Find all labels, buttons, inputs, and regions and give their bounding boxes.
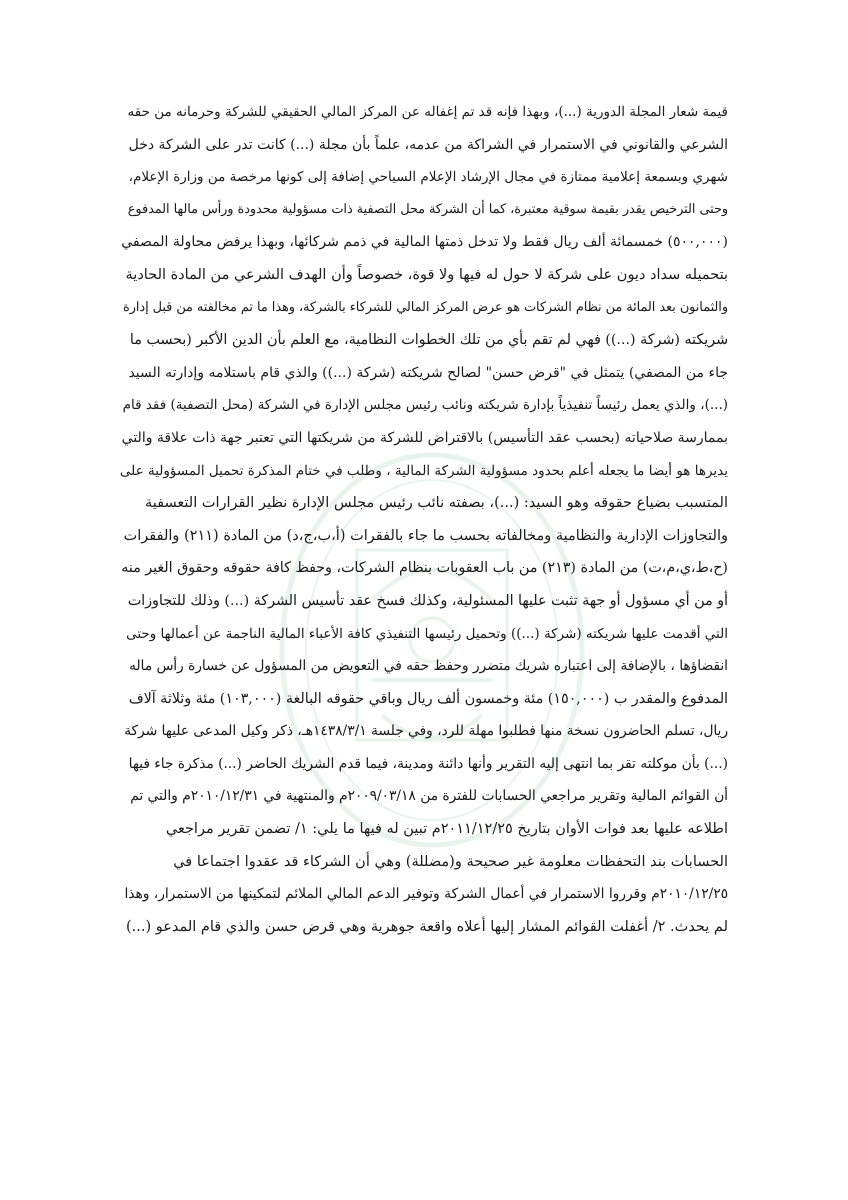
text-line: شهري وبسمعة إعلامية ممتازة في مجال الإرشاد الإعلام السياحي إضافة إلى كونها مرخصة من وزارة الإعلام،: [128, 169, 728, 186]
text-line: شريكته (شركة (...)) فهي لم تقم بأي من تلك الخطوات النظامية، مع العلم بأن الدين الأكبر (بحسب ما: [129, 332, 728, 349]
text-line: والثمانون بعد المائة من نظام الشركات هو عرض المركز المالي للشركاء بالشركة، وهذا ما تم مخالفته من قبل إدارة: [123, 299, 728, 315]
text-line: أو من أي مسؤول أو جهة تثبت عليها المسئولية، وكذلك فسخ عقد تأسيس الشركة (...) وذلك للتجاوزات: [127, 592, 728, 609]
text-line: (ح،ط،ي،م،ت) من المادة (٢١٣) من باب العقوبات بنظام الشركات، وحفظ كافة حقوقه وحقوق الغير منه: [121, 560, 728, 577]
document-body: [120, 96, 728, 943]
text-line: بتحميله سداد ديون على شركة لا حول له فيها ولا قوة، خصوصاً وأن الهدف الشرعي من المادة الحادية: [125, 266, 728, 283]
text-line: والتجاوزات الإدارية والنظامية ومخالفاته بحسب ما جاء بالفقرات (أ،ب،ج،د) من المادة (٢١١) والفقرات: [123, 527, 728, 544]
text-line: المتسبب بضياع حقوقه وهو السيد: (...)، بصفته نائب رئيس مجلس الإدارة نظير القرارات التعسفية: [145, 495, 728, 512]
text-line: جاء من المصفي) يتمثل في "قرض حسن" لصالح شريكته (شركة (...)) والذي قام باستلامه وإدارته السيد: [128, 364, 728, 381]
text-line: ٢٠١٠/١٢/٢٥م وقرروا الاستمرار في أعمال الشركة وتوفير الدعم المالي الملائم لتمكينها من الاستمرار، وهذا: [124, 886, 728, 903]
text-line: المدفوع والمقدر ب (١٥٠,٠٠٠) مئة وخمسون ألف ريال وباقي حقوقه البالغة (١٠٣,٠٠٠) مئة وثلاثة آلاف: [128, 690, 728, 707]
text-line: (...) بأن موكلته تقر بما انتهى إليه التقرير وأنها دائنة ومدينة، فيما قدم الشريك الحاضر (...) مذكرة جاء فيها: [128, 755, 728, 772]
text-line: بممارسة صلاحياته (بحسب عقد التأسيس) بالاقتراض للشركة من شريكتها التي تعتبر جهة ذات علاقة والتي: [121, 429, 728, 446]
text-line: لم يحدث. ٢/ أغفلت القوائم المشار إليها أعلاه واقعة جوهرية وهي قرض حسن والذي قام المدعو (...): [125, 918, 728, 935]
text-line: وحتى الترخيص يقدر بقيمة سوقية معتبرة، كما أن الشركة محل التصفية ذات مسؤولية محدودة ورأس مالها المدفوع: [127, 201, 728, 217]
text-line: اطلاعه عليها بعد فوات الأوان بتاريخ ٢٠١١/١٢/٢٥م تبين له فيها ما يلي: ١/ تضمن تقرير مراجعي: [165, 821, 728, 838]
text-line: أن القوائم المالية وتقرير مراجعي الحسابات للفترة من ٢٠٠٩/٠٣/١٨م والمنتهية في ٢٠١٠/١٢/٣١م والتي تم: [130, 788, 728, 805]
text-line: التي أقدمت عليها شريكته (شركة (...)) وتحميل رئيسها التنفيذي كافة الأعباء المالية الناجمة عن أعمالها وحتى: [126, 625, 728, 642]
text-line: انقضاؤها ، بالإضافة إلى اعتباره شريك متضرر وحفظ حقه في التعويض من المسؤول عن خسارة رأس ماله: [128, 658, 728, 675]
text-line: ريال، تسلم الحاضرون نسخة منها فطلبوا مهلة للرد، وفي جلسة ١٤٣٨/٣/١هـ، ذكر وكيل المدعى عليها شركة: [124, 723, 728, 740]
text-line: الحسابات بند التحفظات معلومة غير صحيحة و(مضللة) وهي أن الشركاء قد عقدوا اجتماعا في: [173, 853, 728, 870]
text-line: قيمة شعار المجلة الدورية (...)، وبهذا فإنه قد تم إغفاله عن المركز المالي الحقيقي للشركة وحرمانه من حقه: [127, 104, 728, 120]
text-line: (...)، والذي يعمل رئيساً تنفيذياً بإدارة شريكته ونائب رئيس مجلس الإدارة في الشركة (محل التصفية) فقد قام: [122, 397, 728, 414]
text-line: يديرها هو أيضا ما يجعله أعلم بحدود مسؤولية الشركة المالية ، وطلب في ختام المذكرة تحميل المسؤولية على: [120, 462, 728, 479]
text-line: الشرعي والقانوني في الاستمرار في الشراكة من عدمه، علماً بأن مجلة (...) كانت تدر على الشركة دخل: [128, 136, 728, 153]
text-line: (٥٠٠,٠٠٠) خمسمائة ألف ريال فقط ولا تدخل ذمتها المالية في ذمم شركائها، وبهذا يرفض محاولة المصفي: [121, 234, 728, 251]
